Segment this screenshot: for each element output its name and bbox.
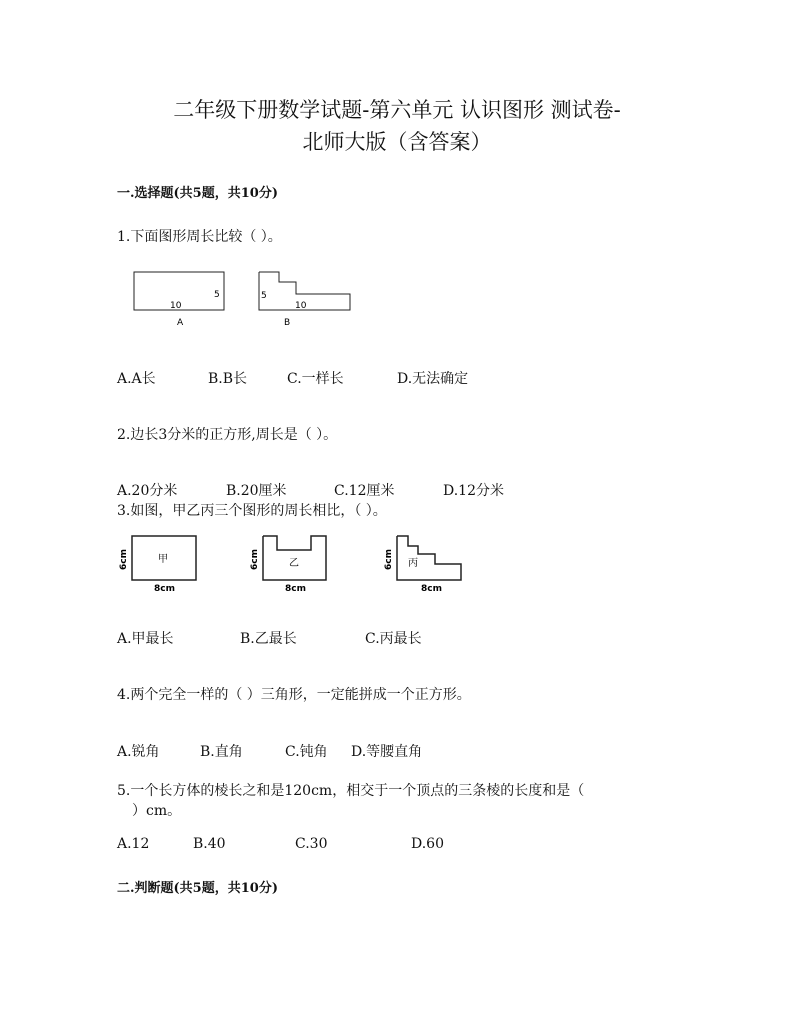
option-c[interactable]: C.12厘米	[334, 483, 395, 499]
shape-bing	[397, 536, 461, 580]
yi-name-label: 乙	[289, 558, 299, 569]
option-b[interactable]: B.直角	[200, 744, 243, 760]
option-a[interactable]: A.12	[117, 836, 150, 852]
section-heading: 一.选择题(共5题，共10分)	[117, 186, 278, 201]
figure-b-label: B	[284, 318, 291, 328]
shape-b-side-label: 5	[261, 291, 267, 301]
figure-a-label: A	[177, 318, 184, 328]
option-d[interactable]: D.等腰直角	[351, 744, 423, 760]
yi-width-label: 8cm	[285, 584, 306, 594]
page-title-line-1: 二年级下册数学试题-第六单元 认识图形 测试卷-	[173, 98, 621, 122]
option-a[interactable]: A.锐角	[117, 744, 160, 760]
yi-height-label: 6cm	[250, 549, 260, 570]
jia-name-label: 甲	[158, 554, 168, 565]
option-c[interactable]: C.钝角	[285, 744, 328, 760]
option-c[interactable]: C.30	[295, 836, 328, 852]
question-4-text: 4.两个完全一样的（ ）三角形，一定能拼成一个正方形。	[117, 687, 471, 703]
jia-height-label: 6cm	[119, 549, 129, 570]
option-a[interactable]: A.20分米	[117, 483, 178, 499]
option-b[interactable]: B.乙最长	[240, 631, 297, 647]
question-5-text-line-2: ）cm。	[132, 803, 182, 819]
option-d[interactable]: D.无法确定	[397, 371, 469, 387]
option-a[interactable]: A.甲最长	[117, 631, 174, 647]
question-5-text-line-1: 5.一个长方体的棱长之和是120cm，相交于一个顶点的三条棱的长度和是（	[117, 783, 585, 799]
question-3-text: 3.如图，甲乙丙三个图形的周长相比，（ ）。	[117, 503, 387, 519]
option-b[interactable]: B.B长	[208, 371, 248, 387]
rect-a-side-label: 5	[214, 290, 220, 300]
shape-b-bottom-label: 10	[295, 301, 307, 311]
bing-name-label: 丙	[408, 558, 418, 569]
rect-a-bottom-label: 10	[170, 301, 182, 311]
question-1-text: 1.下面图形周长比较（ ）。	[117, 229, 282, 245]
jia-width-label: 8cm	[154, 584, 175, 594]
option-d[interactable]: D.12分米	[443, 483, 504, 499]
bing-height-label: 6cm	[384, 549, 394, 570]
option-b[interactable]: B.40	[193, 836, 226, 852]
option-a[interactable]: A.A长	[117, 371, 156, 387]
section-heading: 二.判断题(共5题，共10分)	[117, 881, 278, 896]
question-1-figure	[120, 262, 380, 337]
bing-width-label: 8cm	[421, 584, 442, 594]
question-2-text: 2.边长3分米的正方形,周长是（ ）。	[117, 427, 338, 443]
option-c[interactable]: C.丙最长	[365, 631, 422, 647]
option-d[interactable]: D.60	[411, 836, 444, 852]
option-c[interactable]: C.一样长	[287, 371, 344, 387]
page-title-line-2: 北师大版（含答案）	[302, 130, 492, 154]
option-b[interactable]: B.20厘米	[226, 483, 287, 499]
question-3-figure	[115, 530, 475, 596]
